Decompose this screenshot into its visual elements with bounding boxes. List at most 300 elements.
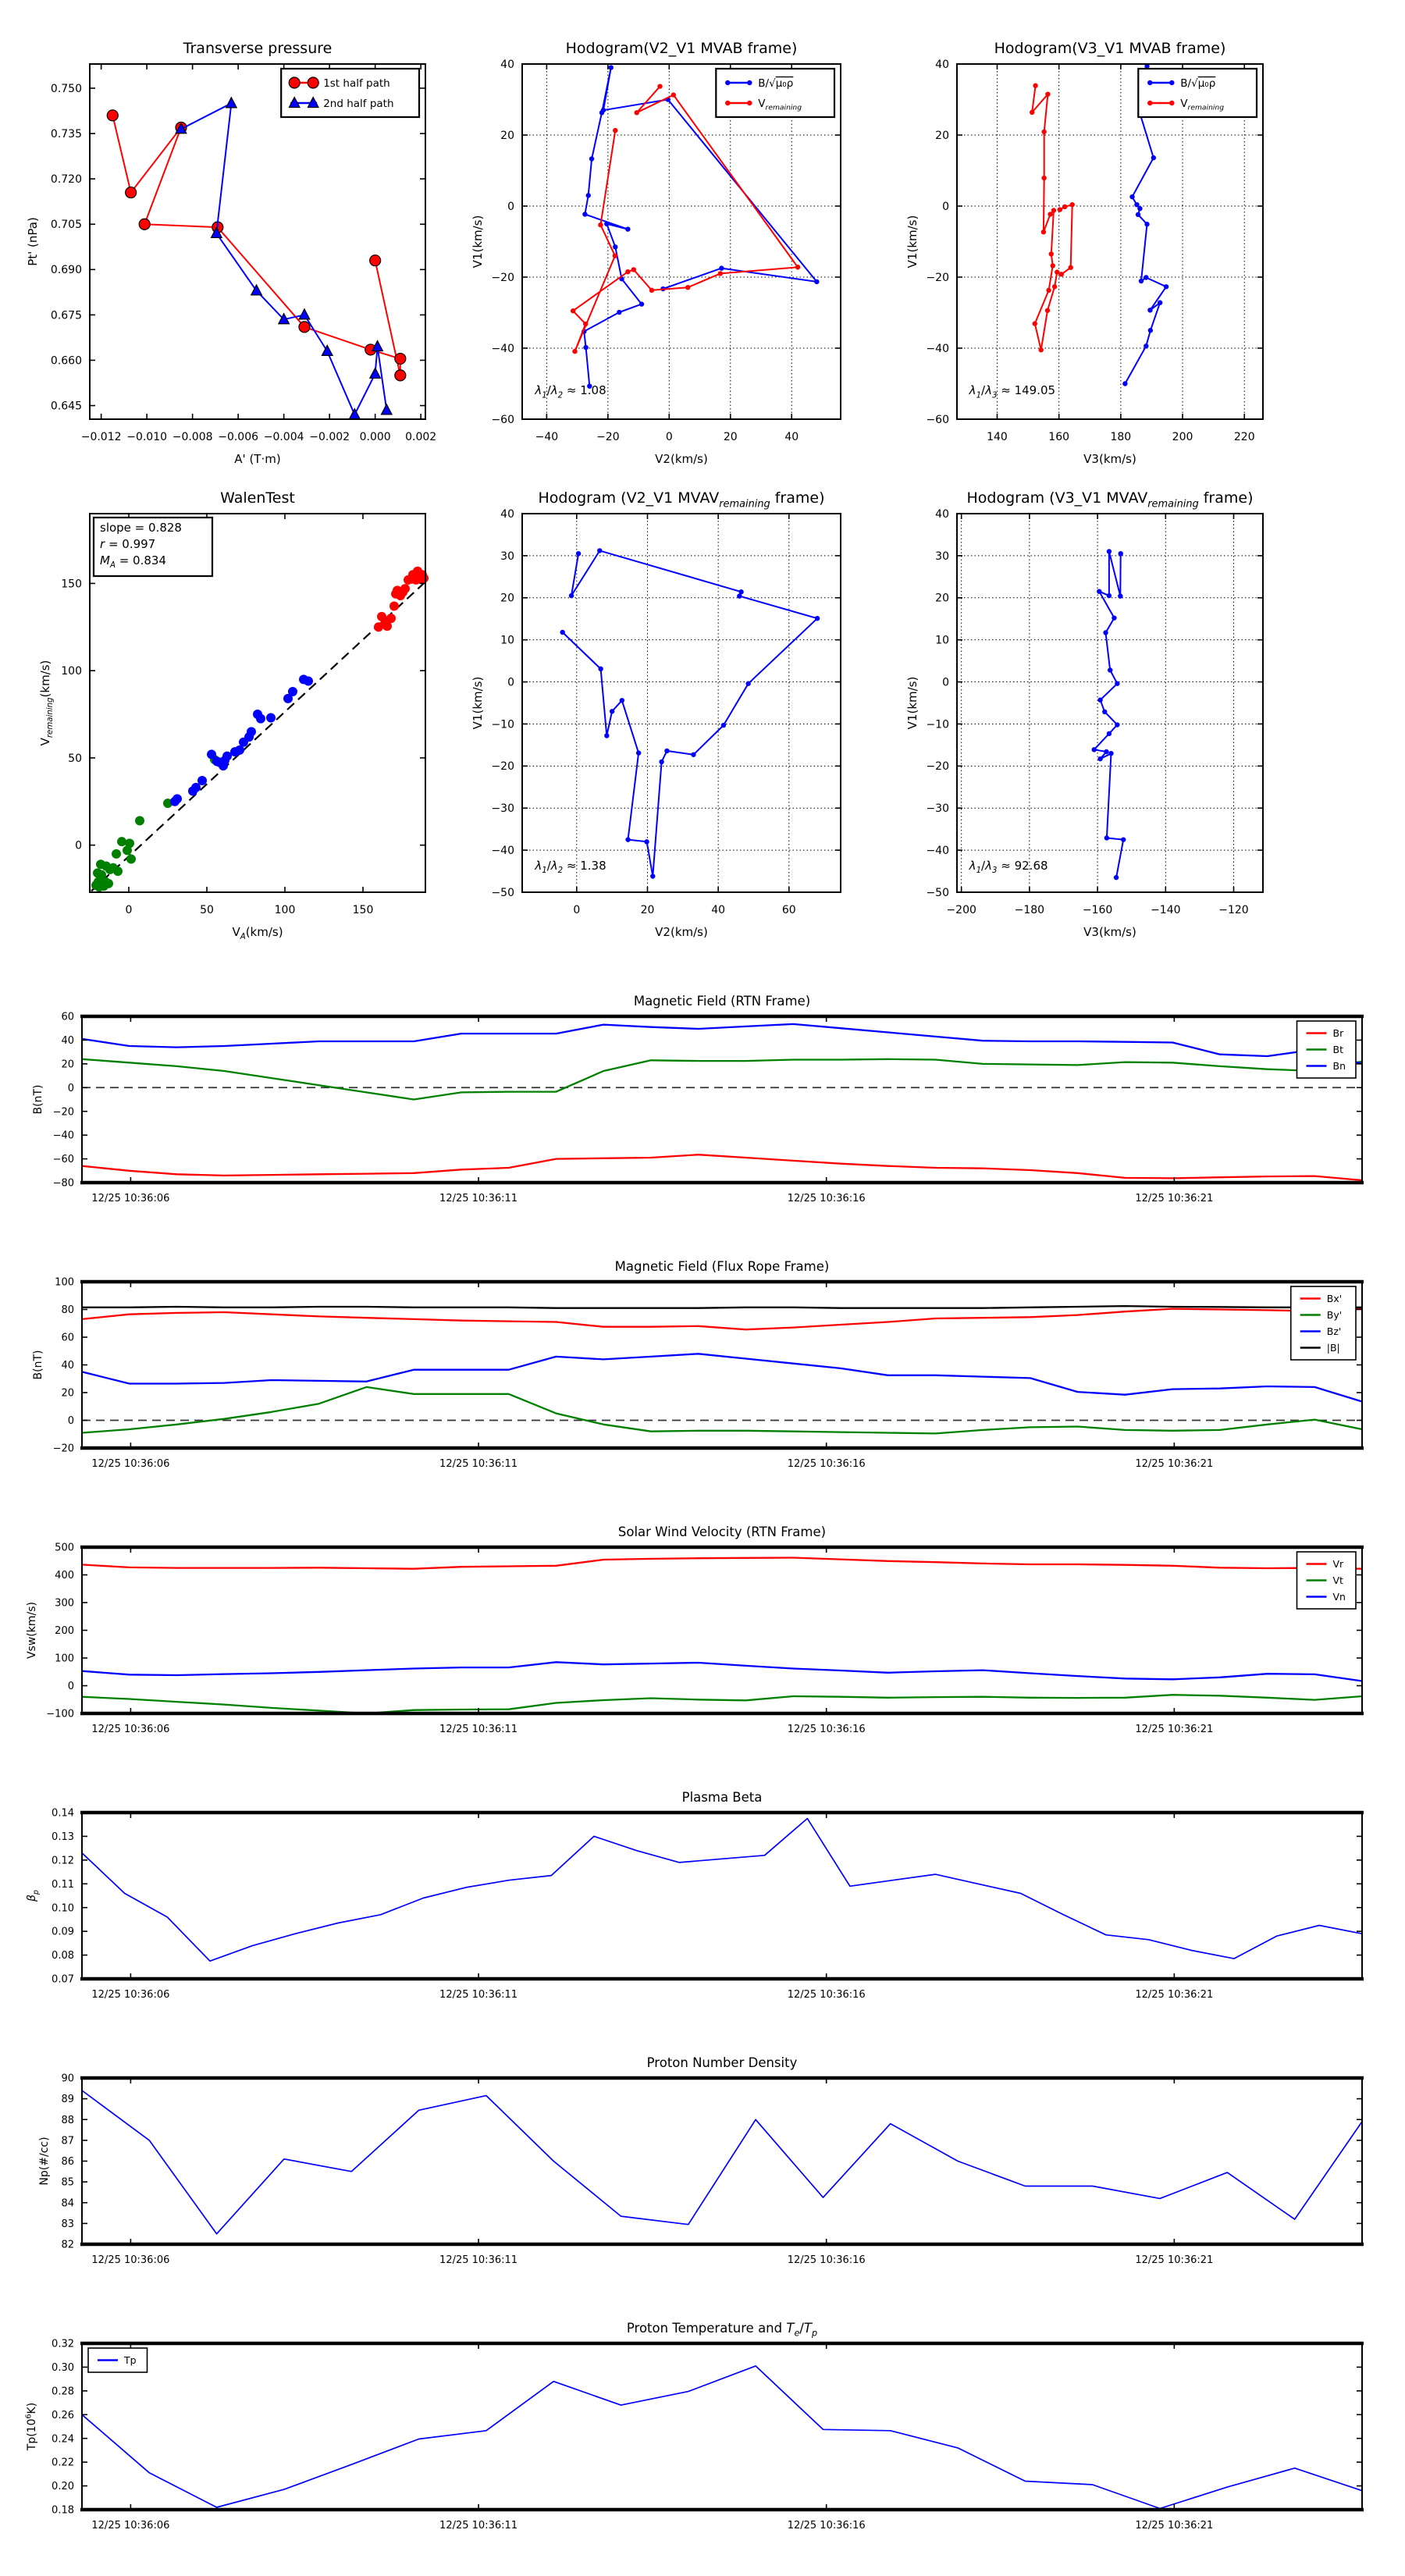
marker-dot: [671, 92, 676, 97]
marker-dot: [664, 749, 669, 753]
y-tick-label: 0: [942, 676, 949, 689]
y-tick-label: −60: [52, 1154, 74, 1166]
y-tick-label: 20: [935, 592, 949, 605]
series-line: [563, 550, 817, 876]
marker-dot: [657, 84, 662, 88]
y-tick-label: 0.750: [50, 82, 82, 95]
chart-svg-walen-test: [16, 451, 468, 959]
series-line: [573, 87, 798, 351]
chart-hodogram-v3v1-mvav: [890, 451, 1405, 962]
y-tick-label: 0.10: [52, 1902, 74, 1915]
chart-svg-hodogram-v3v1-mvab: [890, 14, 1405, 482]
marker-scatter: [191, 783, 201, 792]
x-tick-label: 220: [1233, 431, 1255, 443]
marker-triangle: [370, 368, 381, 378]
marker-dot: [597, 548, 602, 553]
marker-dot: [1041, 229, 1046, 234]
marker-dot: [1136, 212, 1140, 217]
y-tick-label: 88: [61, 2114, 74, 2126]
legend: [716, 69, 834, 117]
y-tick-label: 40: [61, 1034, 74, 1047]
chart-hodogram-v2v1-mvav: [468, 451, 905, 962]
marker-scatter: [104, 879, 113, 888]
legend: [88, 2348, 148, 2372]
series-line: [82, 1387, 1362, 1434]
y-axis-label: $\beta_p$: [26, 1890, 41, 1902]
y-tick-label: 0.08: [52, 1950, 74, 1962]
y-tick-label: 0.22: [52, 2457, 74, 2469]
x-tick-label: 12/25 10:36:11: [439, 1193, 518, 1204]
marker-dot: [1059, 272, 1064, 276]
y-tick-label: −40: [52, 1130, 74, 1142]
marker-triangle: [226, 98, 237, 108]
legend-label: Bz': [1326, 1325, 1342, 1337]
y-tick-label: 0: [507, 676, 514, 689]
chart-svg-hodogram-v2v1-mvav: [468, 451, 905, 959]
series-line: [82, 1059, 1362, 1100]
chart-svg-mag-rtn: [0, 991, 1405, 1257]
marker-dot: [1097, 756, 1102, 761]
y-tick-label: 0: [67, 1681, 74, 1693]
marker-dot: [1129, 194, 1134, 199]
marker-circle: [370, 255, 381, 266]
y-tick-label: −30: [926, 802, 949, 816]
series-Vremaining: [1030, 84, 1075, 353]
series-Bt: [82, 1059, 1362, 1100]
x-tick-label: −0.012: [80, 431, 122, 443]
ticks: [61, 2073, 1362, 2266]
stats-line: slope = 0.828: [100, 521, 182, 535]
series-Vn: [82, 1662, 1362, 1681]
marker-dot: [604, 733, 609, 738]
y-tick-label: 85: [61, 2176, 74, 2189]
x-tick-label: 12/25 10:36:21: [1135, 1724, 1214, 1735]
marker-scatter: [113, 866, 123, 876]
marker-dot: [1147, 80, 1152, 85]
marker-dot: [1144, 222, 1149, 226]
marker-dot: [1144, 275, 1148, 279]
ticks: [51, 64, 436, 443]
y-axis-label: V1(km/s): [905, 676, 919, 730]
series-Np: [82, 2090, 1362, 2234]
marker-dot: [747, 101, 752, 105]
marker-dot: [571, 308, 575, 313]
x-tick-label: 12/25 10:36:06: [91, 1193, 170, 1204]
y-tick-label: 0: [67, 1415, 74, 1428]
y-tick-label: 90: [61, 2073, 74, 2085]
marker-dot: [586, 193, 591, 197]
y-tick-label: 40: [500, 507, 514, 521]
y-tick-label: 0.26: [52, 2409, 74, 2421]
y-tick-label: 300: [55, 1597, 74, 1610]
marker-dot: [1118, 593, 1122, 598]
marker-dot: [1092, 747, 1097, 752]
x-tick-label: 40: [784, 431, 799, 443]
chart-title: Hodogram (V2_V1 $MVAV_{remaining}$ frame): [538, 489, 825, 511]
marker-circle: [308, 77, 318, 88]
y-tick-label: −20: [491, 271, 514, 284]
chart-svg-proton-number-density: [0, 2053, 1405, 2318]
series-line: [82, 2366, 1362, 2509]
y-tick-label: 84: [61, 2197, 74, 2210]
y-tick-label: −40: [491, 342, 514, 355]
marker-dot: [1052, 284, 1057, 289]
legend-label: Bn: [1332, 1060, 1346, 1072]
y-tick-label: 0.09: [52, 1926, 74, 1938]
series-line: [82, 1155, 1362, 1180]
y-tick-label: 87: [61, 2135, 74, 2147]
marker-dot: [613, 254, 617, 258]
series-outbound: [374, 567, 429, 632]
marker-scatter: [197, 776, 207, 785]
marker-dot: [636, 750, 641, 755]
chart-svg-transverse-pressure: [16, 14, 468, 482]
series-Bn: [82, 1024, 1362, 1064]
y-tick-label: 20: [61, 1387, 74, 1400]
x-tick-label: 12/25 10:36:16: [787, 2254, 866, 2266]
marker-circle: [395, 354, 406, 365]
chart-walen-test: [16, 451, 468, 962]
y-tick-label: −20: [52, 1443, 74, 1455]
x-axis-label: A' (T·m): [234, 452, 281, 466]
y-tick-label: 0.18: [52, 2504, 74, 2517]
series-Br: [82, 1155, 1362, 1180]
marker-dot: [613, 244, 617, 249]
y-tick-label: 0.20: [52, 2481, 74, 2493]
y-tick-label: 0.28: [52, 2386, 74, 2398]
y-axis-label: B(nT): [32, 1084, 44, 1115]
marker-triangle: [381, 404, 392, 415]
x-tick-label: −0.008: [172, 431, 213, 443]
y-tick-label: 0: [942, 200, 949, 213]
x-tick-label: 12/25 10:36:06: [91, 2254, 170, 2266]
y-tick-label: −50: [926, 886, 949, 899]
marker-dot: [610, 709, 614, 713]
chart-plasma-beta: [0, 1788, 1405, 2056]
legend-label: Tp: [124, 2354, 137, 2366]
series-Tp: [82, 2366, 1362, 2509]
y-tick-label: 0.12: [52, 1855, 74, 1867]
marker-dot: [625, 837, 630, 841]
plot-frame: [82, 2078, 1362, 2244]
y-tick-label: −50: [491, 886, 514, 899]
marker-dot: [576, 551, 581, 556]
y-tick-label: 150: [61, 578, 82, 591]
legend-label: 1st half path: [323, 76, 390, 90]
series-V: [560, 548, 820, 878]
marker-scatter: [288, 687, 297, 696]
x-tick-label: −20: [596, 431, 620, 443]
x-tick-label: 12/25 10:36:11: [439, 1724, 518, 1735]
marker-dot: [582, 212, 587, 216]
y-tick-label: 40: [500, 58, 514, 71]
marker-dot: [1055, 269, 1059, 274]
x-tick-label: 0: [573, 904, 581, 916]
chart-transverse-pressure: [16, 14, 468, 486]
ticks: [52, 1808, 1362, 2001]
y-tick-label: 86: [61, 2156, 74, 2169]
marker-dot: [649, 288, 654, 293]
x-tick-label: 200: [1172, 431, 1193, 443]
marker-dot: [1097, 698, 1102, 703]
x-axis-label: V3(km/s): [1083, 452, 1136, 466]
x-tick-label: 150: [352, 904, 374, 916]
marker-dot: [1122, 381, 1127, 386]
marker-dot: [1148, 328, 1153, 333]
marker-dot: [1115, 722, 1119, 727]
chart-title: Magnetic Field (Flux Rope Frame): [614, 1259, 830, 1274]
x-tick-label: 60: [781, 904, 796, 916]
y-axis-label: V1(km/s): [471, 215, 485, 269]
legend-label: $V_{remaining}$: [1180, 97, 1225, 112]
marker-dot: [1104, 835, 1109, 840]
marker-scatter: [266, 713, 276, 722]
legend-label: Vt: [1332, 1574, 1343, 1586]
series-line: [82, 1309, 1362, 1330]
chart-title: Transverse pressure: [183, 40, 333, 57]
marker-dot: [737, 593, 742, 598]
series-line: [112, 116, 400, 375]
plot-frame: [522, 514, 841, 892]
x-tick-label: 20: [640, 904, 655, 916]
y-tick-label: −40: [491, 845, 514, 858]
ticks: [52, 2339, 1362, 2532]
marker-dot: [1107, 731, 1112, 736]
series-line: [91, 583, 424, 891]
marker-dot: [1039, 347, 1044, 352]
series-line: [82, 1024, 1362, 1064]
y-axis-label: Vsw(km/s): [26, 1601, 38, 1660]
marker-dot: [1033, 84, 1037, 88]
series-1st half path: [107, 110, 406, 381]
marker-dot: [721, 723, 726, 728]
marker-dot: [659, 760, 663, 764]
series-2nd half path: [176, 98, 392, 419]
marker-dot: [795, 265, 800, 269]
stats-line: r = 0.997: [100, 537, 156, 551]
series-line: [82, 1354, 1362, 1401]
marker-dot: [1134, 202, 1139, 207]
series-Bx': [82, 1309, 1362, 1330]
y-tick-label: 0: [67, 1082, 74, 1094]
grid: [957, 514, 1263, 892]
y-tick-label: 80: [61, 1304, 74, 1317]
marker-scatter: [126, 855, 136, 864]
chart-title: Plasma Beta: [681, 1790, 763, 1805]
chart-title: Magnetic Field (RTN Frame): [633, 994, 811, 1009]
y-axis-label: V1(km/s): [471, 676, 485, 730]
y-tick-label: −40: [926, 342, 949, 355]
marker-dot: [1045, 91, 1050, 96]
chart-title: Hodogram(V3_V1 MVAB frame): [994, 40, 1226, 57]
plot-frame: [82, 1016, 1362, 1183]
legend-label: B/√μ₀ρ: [758, 76, 794, 90]
x-tick-label: 12/25 10:36:21: [1135, 1193, 1214, 1204]
x-tick-label: 12/25 10:36:21: [1135, 1989, 1214, 2001]
x-tick-label: 180: [1110, 431, 1132, 443]
marker-dot: [691, 753, 695, 757]
marker-dot: [1069, 202, 1074, 207]
chart-svg-solar-wind-velocity: [0, 1522, 1405, 1788]
marker-dot: [1169, 101, 1174, 105]
marker-dot: [1151, 155, 1156, 160]
chart-svg-plasma-beta: [0, 1788, 1405, 2053]
y-tick-label: 40: [935, 507, 949, 521]
legend: [1297, 1552, 1357, 1609]
y-tick-label: 10: [500, 634, 514, 647]
legend-label: 2nd half path: [323, 97, 394, 110]
marker-dot: [747, 80, 752, 85]
x-tick-label: 12/25 10:36:16: [787, 1724, 866, 1735]
marker-scatter: [304, 677, 313, 686]
series-line: [82, 1558, 1362, 1569]
chart-title: Proton Temperature and $T_e/T_p$: [626, 2321, 818, 2339]
lambda-ratio-annotation: $\lambda_1/\lambda_3 \approx 149.05$: [969, 383, 1056, 400]
ticks: [926, 508, 1263, 916]
y-tick-label: 100: [55, 1276, 74, 1289]
series-line: [82, 1695, 1362, 1713]
marker-dot: [1041, 130, 1046, 134]
stats-line: $M_A = 0.834$: [100, 553, 166, 571]
y-tick-label: 40: [935, 58, 949, 71]
series-Bz': [82, 1354, 1362, 1401]
marker-circle: [139, 219, 150, 229]
marker-dot: [685, 285, 690, 290]
marker-dot: [1114, 875, 1119, 880]
marker-dot: [1033, 321, 1037, 326]
marker-dot: [1041, 176, 1046, 180]
legend-label: Vr: [1332, 1558, 1344, 1570]
marker-dot: [560, 630, 564, 635]
x-tick-label: 12/25 10:36:11: [439, 1989, 518, 2001]
y-axis-label: $Tp(10^6K)$: [24, 2402, 38, 2451]
chart-title: Proton Number Density: [646, 2055, 798, 2070]
x-tick-label: 12/25 10:36:06: [91, 2520, 170, 2532]
x-tick-label: 12/25 10:36:16: [787, 1458, 866, 1470]
marker-dot: [1102, 710, 1107, 714]
y-tick-label: −20: [52, 1106, 74, 1119]
x-tick-label: −160: [1082, 904, 1113, 916]
y-tick-label: −10: [491, 718, 514, 731]
marker-dot: [1112, 615, 1116, 620]
chart-proton-temperature: [0, 2318, 1405, 2576]
marker-dot: [583, 322, 588, 326]
series-middle: [170, 674, 313, 806]
marker-dot: [1137, 206, 1142, 211]
legend-label: By': [1326, 1309, 1343, 1321]
marker-dot: [1108, 667, 1112, 672]
legend: [1138, 69, 1257, 117]
legend-label: Vn: [1332, 1591, 1346, 1603]
marker-triangle: [299, 309, 310, 319]
y-tick-label: −20: [926, 271, 949, 284]
x-tick-label: 0.002: [405, 431, 437, 443]
y-tick-label: −60: [491, 413, 514, 426]
y-tick-label: 0.13: [52, 1831, 74, 1843]
marker-dot: [1045, 308, 1050, 313]
lambda-ratio-annotation: $\lambda_1/\lambda_3 \approx 92.68$: [969, 858, 1048, 876]
grid: [522, 514, 841, 892]
y-tick-label: 0.32: [52, 2338, 74, 2350]
marker-dot: [1139, 279, 1144, 283]
x-tick-label: −0.010: [126, 431, 168, 443]
series-line: [181, 103, 386, 415]
x-tick-label: −0.002: [309, 431, 350, 443]
marker-scatter: [173, 794, 182, 803]
x-tick-label: −140: [1151, 904, 1181, 916]
marker-dot: [1169, 80, 1174, 85]
marker-circle: [289, 77, 300, 88]
chart-mag-rtn: [0, 991, 1405, 1260]
chart-title: Hodogram (V3_V1 $MVAV_{remaining}$ frame): [966, 489, 1254, 511]
chart-svg-mag-flux-rope: [0, 1257, 1405, 1522]
series-line: [1032, 86, 1072, 350]
chart-svg-hodogram-v2v1-mvab: [468, 14, 905, 482]
x-tick-label: 12/25 10:36:21: [1135, 2520, 1214, 2532]
marker-scatter: [389, 601, 399, 610]
chart-title: Solar Wind Velocity (RTN Frame): [617, 1525, 827, 1539]
marker-dot: [604, 222, 609, 226]
marker-circle: [299, 322, 310, 333]
x-tick-label: 0.000: [359, 431, 391, 443]
y-tick-label: −60: [926, 413, 949, 426]
x-tick-label: 100: [274, 904, 296, 916]
chart-svg-hodogram-v3v1-mvav: [890, 451, 1405, 959]
marker-dot: [631, 267, 636, 272]
y-tick-label: 60: [61, 1011, 74, 1023]
marker-dot: [639, 301, 644, 306]
marker-scatter: [125, 838, 134, 848]
x-tick-label: 12/25 10:36:06: [91, 1989, 170, 2001]
plot-frame: [82, 2343, 1362, 2510]
legend-label: |B|: [1326, 1342, 1340, 1354]
y-tick-label: −80: [52, 1177, 74, 1190]
marker-dot: [609, 65, 614, 69]
y-tick-label: 0.735: [50, 127, 82, 141]
x-tick-label: −0.004: [263, 431, 304, 443]
x-tick-label: 12/25 10:36:11: [439, 1458, 518, 1470]
x-tick-label: 12/25 10:36:06: [91, 1724, 170, 1735]
x-tick-label: −120: [1218, 904, 1249, 916]
marker-triangle: [350, 409, 361, 419]
y-tick-label: 100: [61, 665, 82, 678]
legend-label: B/√μ₀ρ: [1180, 76, 1216, 90]
marker-dot: [617, 310, 621, 315]
marker-scatter: [247, 727, 256, 736]
marker-dot: [650, 873, 655, 878]
x-tick-label: 12/25 10:36:06: [91, 1458, 170, 1470]
x-tick-label: −200: [946, 904, 976, 916]
series-Vt: [82, 1695, 1362, 1713]
chart-proton-number-density: [0, 2053, 1405, 2322]
y-tick-label: −20: [491, 760, 514, 774]
plot-frame: [82, 1813, 1362, 1979]
y-tick-label: 30: [935, 550, 949, 563]
series-line: [82, 1662, 1362, 1681]
x-tick-label: −0.006: [218, 431, 259, 443]
marker-dot: [569, 593, 574, 598]
chart-solar-wind-velocity: [0, 1522, 1405, 1791]
marker-dot: [1058, 207, 1062, 212]
x-tick-label: 160: [1048, 431, 1070, 443]
marker-dot: [598, 667, 603, 671]
y-tick-label: 0.675: [50, 309, 82, 322]
y-tick-label: 83: [61, 2218, 74, 2230]
y-tick-label: 0.705: [50, 219, 82, 232]
series-V: [1092, 549, 1126, 880]
plot-frame: [957, 514, 1263, 892]
marker-circle: [395, 370, 406, 381]
